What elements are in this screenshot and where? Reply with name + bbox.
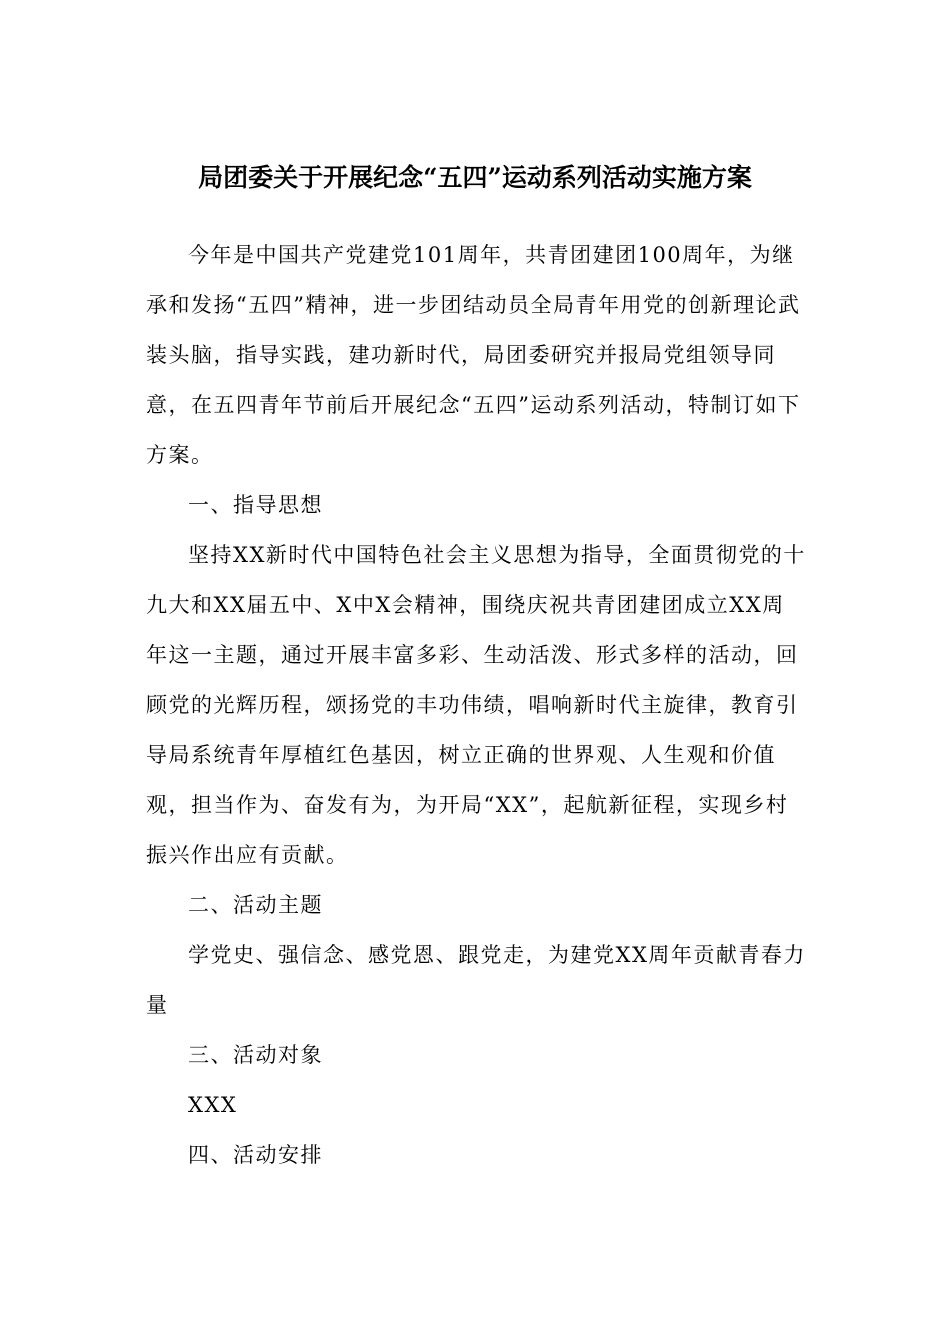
document-title: 局团委关于开展纪念“五四”运动系列活动实施方案	[198, 163, 752, 192]
section-heading-activity-arrangement: 四、活动安排	[188, 1143, 323, 1167]
section-heading-activity-target: 三、活动对象	[188, 1043, 323, 1067]
intro-paragraph: 今年是中国共产党建党101周年，共青团建团100周年，为继承和发扬“五四”精神，进一步团结动员全局青年用党的创新理论武装头脑，指导实践，建功新时代，局团委研究并报局党组领导同意，在五四青年节前后开展纪念“五四”运动系列活动，特制订如下方案。	[146, 243, 801, 467]
guiding-ideology-paragraph: 坚持XX新时代中国特色社会主义思想为指导，全面贯彻党的十九大和XX届五中、X中X会精神，围绕庆祝共青团建团成立XX周年这一主题，通过开展丰富多彩、生动活泼、形式多样的活动，回顾党的光辉历程，颂扬党的丰功伟绩，唱响新时代主旋律，教育引导局系统青年厚植红色基因，树立正确的世界观、人生观和价值观，担当作为、奋发有为，为开局“XX”，起航新征程，实现乡村振兴作出应有贡献。	[146, 543, 806, 867]
document-body	[146, 230, 806, 1180]
section-heading-activity-theme: 二、活动主题	[188, 893, 323, 917]
activity-theme-paragraph: 学党史、强信念、感党恩、跟党走，为建党XX周年贡献青春力量	[146, 943, 806, 1017]
activity-target-paragraph: XXX	[188, 1093, 238, 1117]
section-heading-guiding-ideology: 一、指导思想	[188, 493, 323, 517]
